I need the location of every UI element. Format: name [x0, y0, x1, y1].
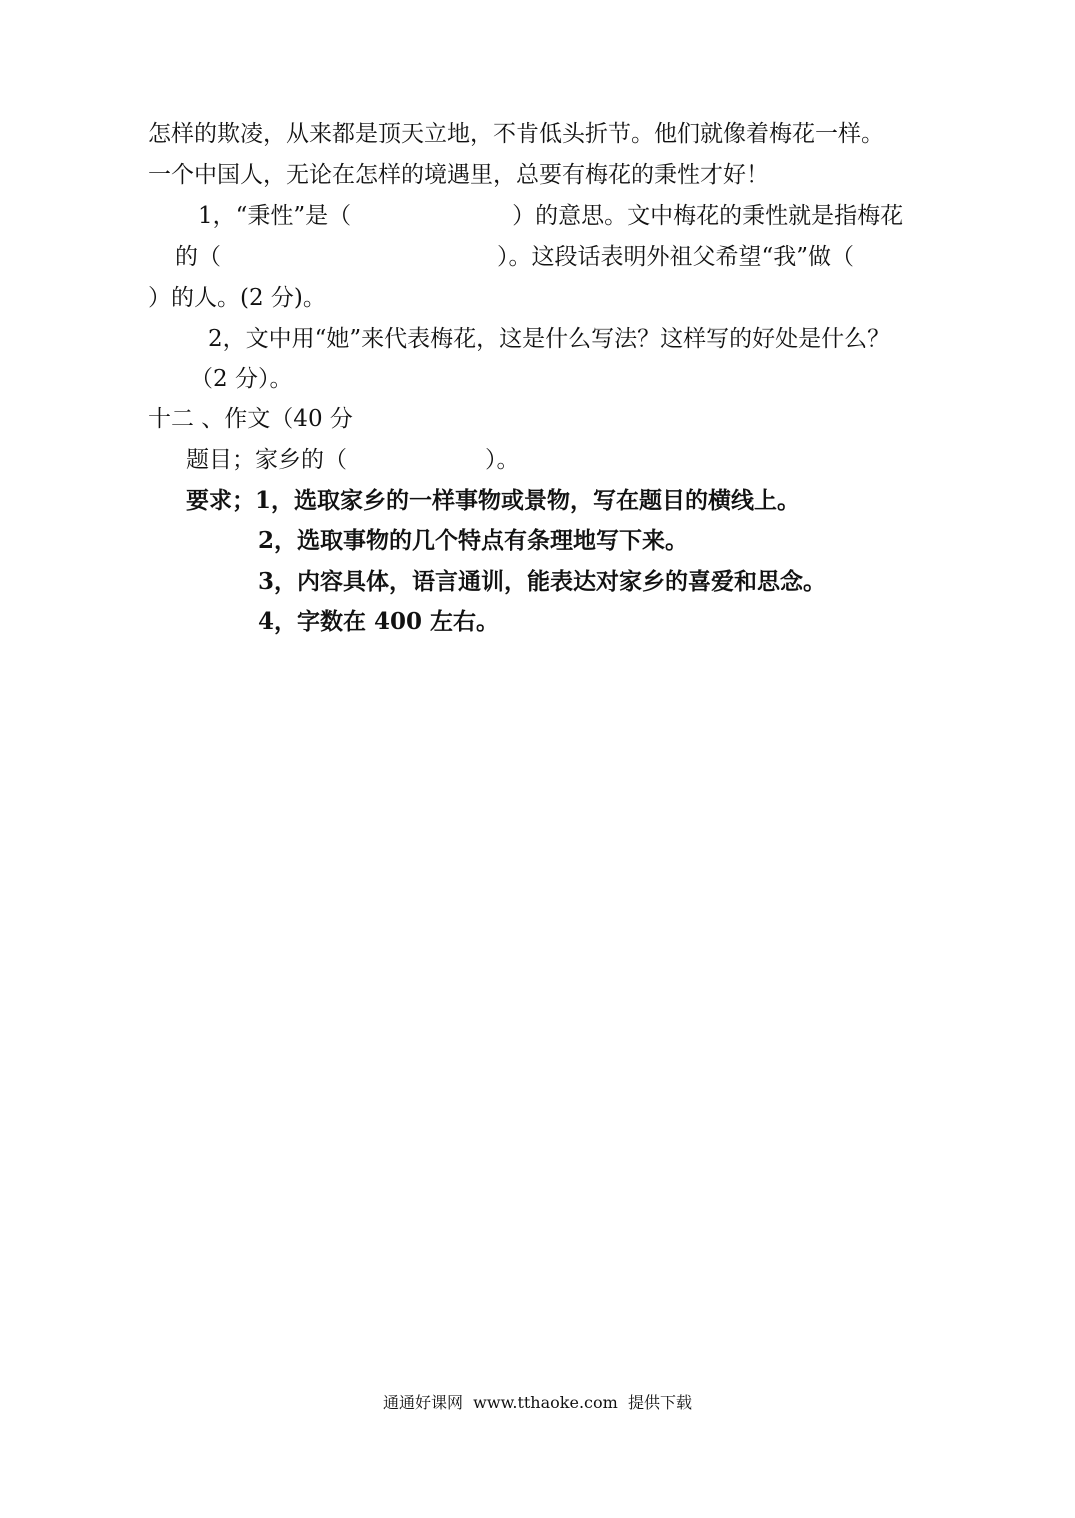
question-1-line-1: 1，“秉性”是（ ）的意思。文中梅花的秉性就是指梅花 [198, 203, 904, 229]
question-1-line-2: 的（ ）。这段话表明外祖父希望“我”做（ [175, 244, 855, 270]
essay-requirement-2: 2，选取事物的几个特点有条理地写下来。 [258, 527, 689, 554]
passage-line-2: 一个中国人，无论在怎样的境遇里，总要有梅花的秉性才好！ [148, 162, 769, 188]
passage-line-1: 怎样的欺凌，从来都是顶天立地，不肯低头折节。他们就像着梅花一样。 [148, 121, 884, 147]
essay-requirement-4: 4，字数在 400 左右。 [258, 608, 500, 635]
question-2-line-2: （2 分）。 [190, 366, 293, 392]
essay-heading: 十二 、作文（40 分 [148, 406, 353, 432]
essay-requirement-1: 要求；1，选取家乡的一样事物或景物，写在题目的横线上。 [186, 487, 801, 514]
essay-requirement-3: 3，内容具体，语言通训，能表达对家乡的喜爱和思念。 [258, 568, 827, 595]
page-footer: 通通好课网 www.tthaoke.com 提供下载 [383, 1393, 692, 1412]
question-2-line-1: 2，文中用“她”来代表梅花，这是什么写法？这样写的好处是什么？ [208, 326, 891, 352]
question-1-line-3: ）的人。(2 分)。 [148, 285, 326, 311]
essay-topic: 题目；家乡的（ ）。 [186, 447, 520, 473]
